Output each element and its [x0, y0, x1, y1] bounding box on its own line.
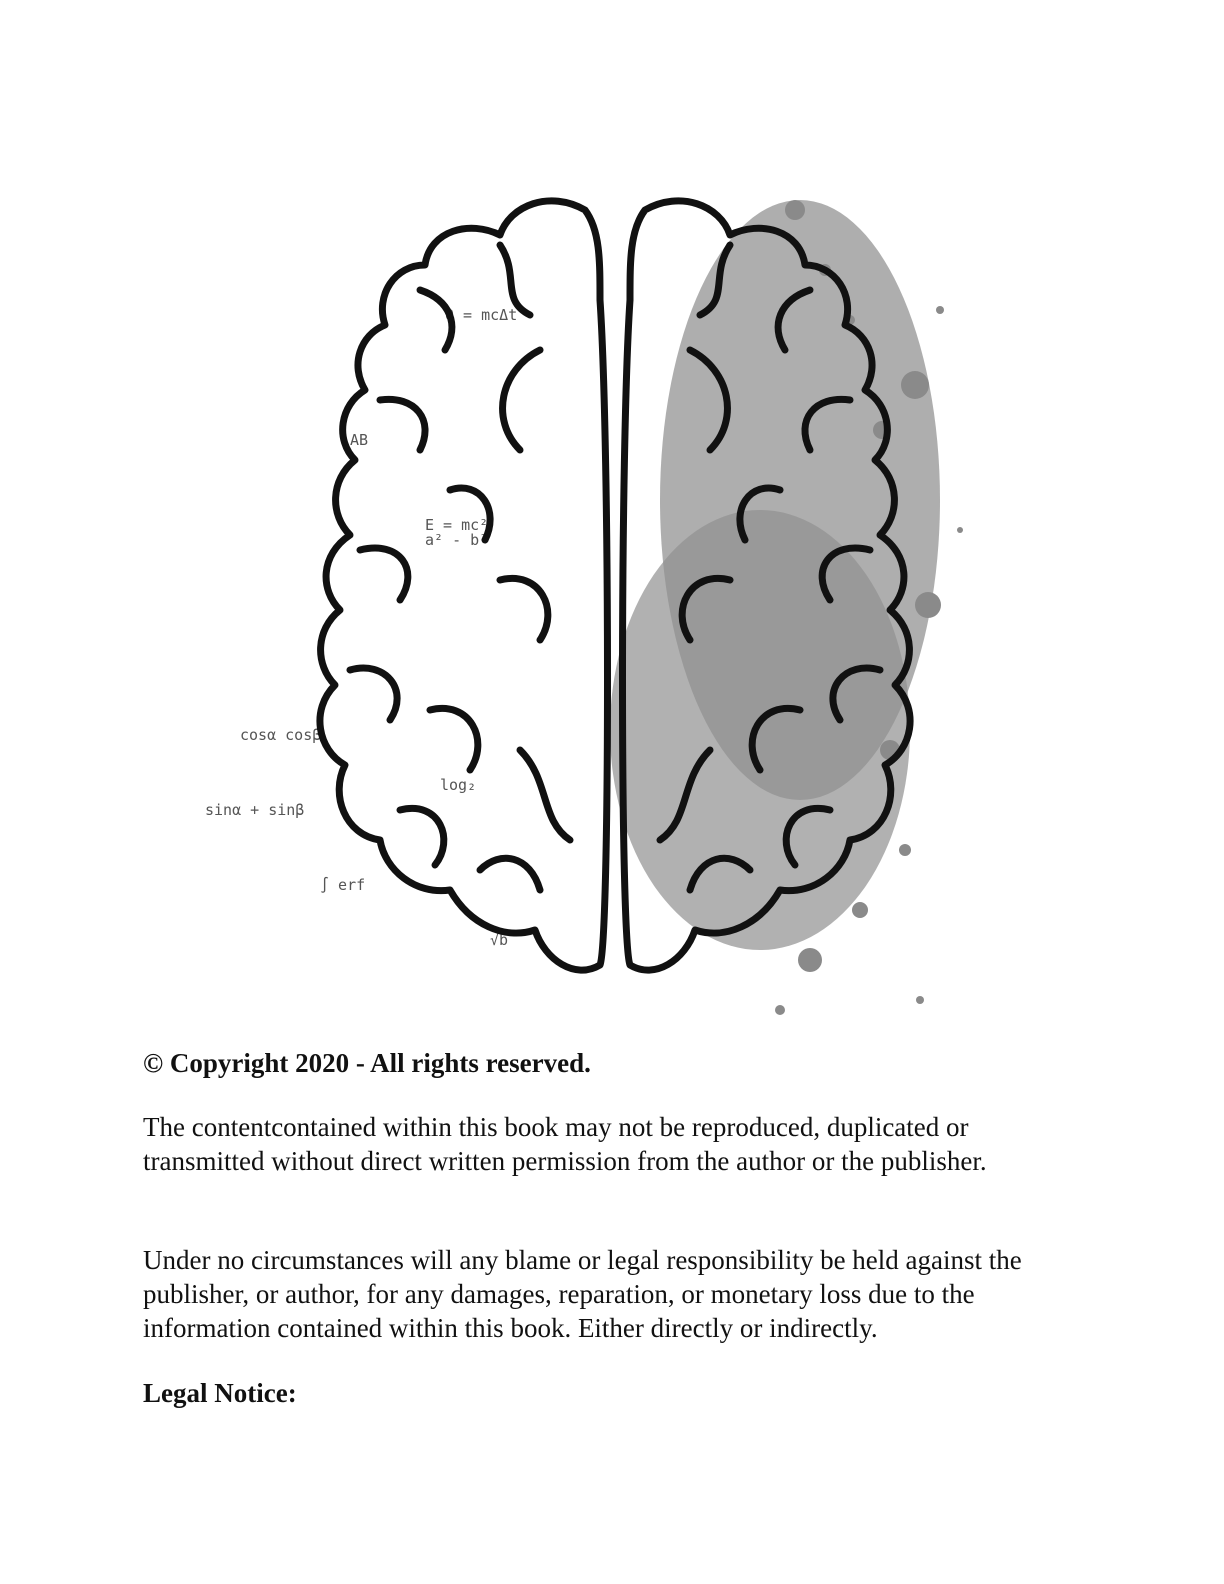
reproduction-paragraph: The contentcontained within this book may not be reproduced, duplicated or transmitted without direct written permission from the author or the publisher. — [143, 1112, 987, 1176]
formula-1: E = mc² — [425, 516, 489, 534]
legal-notice-heading: Legal Notice: — [143, 1378, 297, 1408]
formula-3: sinα + sinβ — [205, 801, 305, 819]
formula-9: AB — [350, 431, 369, 449]
liability-paragraph: Under no circumstances will any blame or legal responsibility be held against the publisher, or author, for any damages, reparation, or monetary loss due to the information contained within this book. Either directly or indirectly. — [143, 1245, 1022, 1343]
formula-7: a² - b² — [425, 531, 489, 549]
formula-6: ∫ erf — [320, 876, 366, 894]
math-formulas — [205, 306, 517, 949]
formula-8: log₂ — [440, 776, 477, 794]
brain-illustration — [200, 150, 1030, 1040]
formula-2: Q = mcΔt — [445, 306, 518, 324]
formula-5: √b — [490, 931, 509, 949]
formula-4: cosα cosβ — [240, 726, 322, 744]
copyright-notice: © Copyright 2020 - All rights reserved. — [143, 1048, 591, 1078]
